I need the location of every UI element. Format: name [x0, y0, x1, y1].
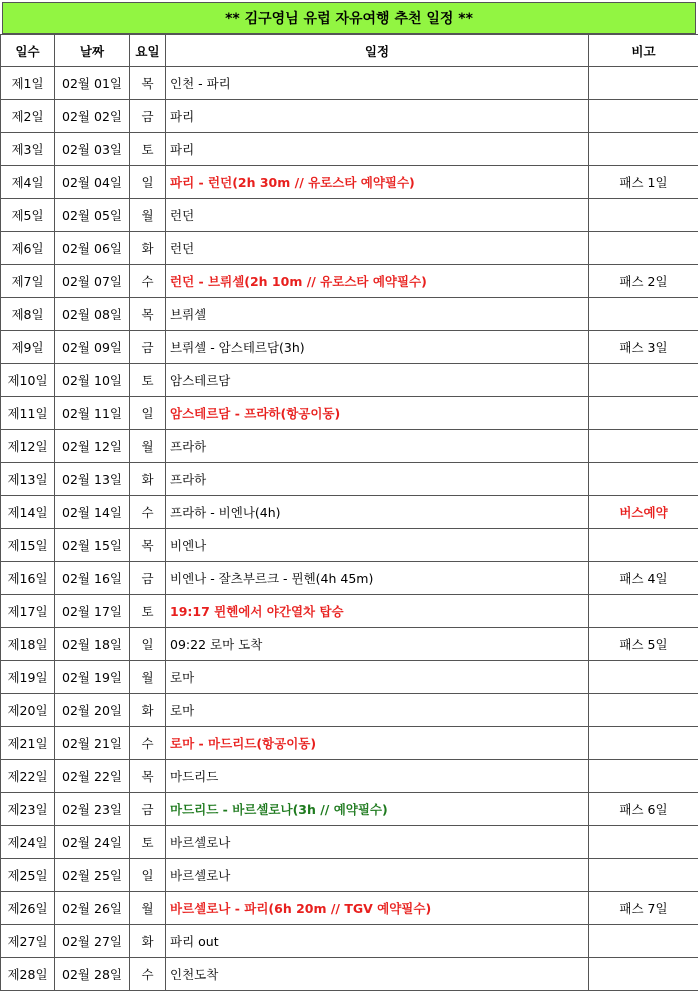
note-cell [589, 463, 698, 496]
day-cell: 제9일 [1, 331, 55, 364]
weekday-cell: 수 [130, 958, 166, 991]
weekday-cell: 수 [130, 265, 166, 298]
note-cell [589, 397, 698, 430]
schedule-cell: 프라하 [166, 463, 589, 496]
weekday-cell: 월 [130, 430, 166, 463]
table-row [1, 67, 698, 100]
weekday-cell: 월 [130, 199, 166, 232]
date-cell: 02월 28일 [55, 958, 130, 991]
schedule-cell: 비엔나 - 잘츠부르크 - 뮌헨(4h 45m) [166, 562, 589, 595]
weekday-cell: 목 [130, 298, 166, 331]
date-cell: 02월 06일 [55, 232, 130, 265]
schedule-cell: 파리 - 런던(2h 30m // 유로스타 예약필수) [166, 166, 589, 199]
note-cell [589, 826, 698, 859]
schedule-cell: 브뤼셀 [166, 298, 589, 331]
table-row [1, 232, 698, 265]
weekday-cell: 수 [130, 727, 166, 760]
weekday-cell: 목 [130, 529, 166, 562]
note-cell [589, 67, 698, 100]
date-cell: 02월 18일 [55, 628, 130, 661]
day-cell: 제13일 [1, 463, 55, 496]
schedule-cell: 런던 [166, 232, 589, 265]
header-day: 일수 [1, 35, 55, 67]
weekday-cell: 화 [130, 925, 166, 958]
schedule-cell: 파리 [166, 133, 589, 166]
table-row [1, 892, 698, 925]
weekday-cell: 화 [130, 232, 166, 265]
day-cell: 제4일 [1, 166, 55, 199]
schedule-cell: 런던 [166, 199, 589, 232]
day-cell: 제20일 [1, 694, 55, 727]
note-cell: 패스 3일 [589, 331, 698, 364]
schedule-cell: 인천도착 [166, 958, 589, 991]
note-cell [589, 859, 698, 892]
schedule-cell: 로마 [166, 694, 589, 727]
weekday-cell: 금 [130, 562, 166, 595]
date-cell: 02월 13일 [55, 463, 130, 496]
day-cell: 제7일 [1, 265, 55, 298]
date-cell: 02월 01일 [55, 67, 130, 100]
weekday-cell: 토 [130, 595, 166, 628]
schedule-cell: 프라하 [166, 430, 589, 463]
note-cell: 버스예약 [589, 496, 698, 529]
note-cell: 패스 7일 [589, 892, 698, 925]
date-cell: 02월 08일 [55, 298, 130, 331]
schedule-cell: 로마 [166, 661, 589, 694]
date-cell: 02월 03일 [55, 133, 130, 166]
schedule-cell: 파리 [166, 100, 589, 133]
note-cell: 패스 2일 [589, 265, 698, 298]
note-cell [589, 661, 698, 694]
schedule-cell: 바르셀로나 - 파리(6h 20m // TGV 예약필수) [166, 892, 589, 925]
table-row [1, 133, 698, 166]
weekday-cell: 수 [130, 496, 166, 529]
weekday-cell: 월 [130, 892, 166, 925]
day-cell: 제10일 [1, 364, 55, 397]
weekday-cell: 월 [130, 661, 166, 694]
note-cell [589, 133, 698, 166]
date-cell: 02월 17일 [55, 595, 130, 628]
table-row [1, 925, 698, 958]
weekday-cell: 금 [130, 331, 166, 364]
date-cell: 02월 20일 [55, 694, 130, 727]
table-row [1, 628, 698, 661]
day-cell: 제25일 [1, 859, 55, 892]
note-cell [589, 232, 698, 265]
note-cell: 패스 5일 [589, 628, 698, 661]
sheet-title: ** 김구영님 유럽 자유여행 추천 일정 ** [2, 2, 696, 34]
date-cell: 02월 09일 [55, 331, 130, 364]
schedule-cell: 바르셀로나 [166, 826, 589, 859]
weekday-cell: 일 [130, 859, 166, 892]
date-cell: 02월 21일 [55, 727, 130, 760]
day-cell: 제14일 [1, 496, 55, 529]
table-row [1, 826, 698, 859]
table-row [1, 100, 698, 133]
note-cell [589, 199, 698, 232]
schedule-cell: 19:17 뮌헨에서 야간열차 탑승 [166, 595, 589, 628]
note-cell [589, 364, 698, 397]
weekday-cell: 일 [130, 628, 166, 661]
day-cell: 제23일 [1, 793, 55, 826]
date-cell: 02월 26일 [55, 892, 130, 925]
note-cell [589, 694, 698, 727]
note-cell [589, 595, 698, 628]
date-cell: 02월 27일 [55, 925, 130, 958]
day-cell: 제15일 [1, 529, 55, 562]
day-cell: 제24일 [1, 826, 55, 859]
schedule-cell: 프라하 - 비엔나(4h) [166, 496, 589, 529]
note-cell [589, 529, 698, 562]
header-row [1, 35, 698, 67]
date-cell: 02월 02일 [55, 100, 130, 133]
schedule-cell: 브뤼셀 - 암스테르담(3h) [166, 331, 589, 364]
weekday-cell: 토 [130, 133, 166, 166]
note-cell [589, 760, 698, 793]
weekday-cell: 목 [130, 760, 166, 793]
schedule-cell: 마드리드 [166, 760, 589, 793]
table-row [1, 430, 698, 463]
day-cell: 제12일 [1, 430, 55, 463]
date-cell: 02월 16일 [55, 562, 130, 595]
day-cell: 제11일 [1, 397, 55, 430]
day-cell: 제26일 [1, 892, 55, 925]
table-row [1, 199, 698, 232]
schedule-cell: 파리 out [166, 925, 589, 958]
table-row [1, 397, 698, 430]
date-cell: 02월 22일 [55, 760, 130, 793]
day-cell: 제28일 [1, 958, 55, 991]
date-cell: 02월 25일 [55, 859, 130, 892]
date-cell: 02월 05일 [55, 199, 130, 232]
day-cell: 제2일 [1, 100, 55, 133]
day-cell: 제8일 [1, 298, 55, 331]
table-row [1, 727, 698, 760]
weekday-cell: 토 [130, 826, 166, 859]
table-row [1, 529, 698, 562]
note-cell [589, 298, 698, 331]
weekday-cell: 목 [130, 67, 166, 100]
date-cell: 02월 15일 [55, 529, 130, 562]
table-row [1, 496, 698, 529]
weekday-cell: 금 [130, 100, 166, 133]
date-cell: 02월 19일 [55, 661, 130, 694]
itinerary-table [0, 34, 698, 991]
table-row [1, 463, 698, 496]
date-cell: 02월 11일 [55, 397, 130, 430]
day-cell: 제16일 [1, 562, 55, 595]
day-cell: 제27일 [1, 925, 55, 958]
table-row [1, 793, 698, 826]
day-cell: 제22일 [1, 760, 55, 793]
day-cell: 제5일 [1, 199, 55, 232]
note-cell [589, 727, 698, 760]
day-cell: 제18일 [1, 628, 55, 661]
day-cell: 제1일 [1, 67, 55, 100]
date-cell: 02월 10일 [55, 364, 130, 397]
weekday-cell: 화 [130, 694, 166, 727]
table-row [1, 859, 698, 892]
date-cell: 02월 12일 [55, 430, 130, 463]
header-schedule: 일정 [166, 35, 589, 67]
note-cell [589, 100, 698, 133]
note-cell: 패스 6일 [589, 793, 698, 826]
note-cell: 패스 4일 [589, 562, 698, 595]
schedule-cell: 마드리드 - 바르셀로나(3h // 예약필수) [166, 793, 589, 826]
note-cell [589, 925, 698, 958]
schedule-cell: 인천 - 파리 [166, 67, 589, 100]
schedule-cell: 로마 - 마드리드(항공이동) [166, 727, 589, 760]
table-row [1, 265, 698, 298]
day-cell: 제17일 [1, 595, 55, 628]
table-row [1, 364, 698, 397]
day-cell: 제6일 [1, 232, 55, 265]
table-row [1, 562, 698, 595]
date-cell: 02월 23일 [55, 793, 130, 826]
schedule-cell: 암스테르담 [166, 364, 589, 397]
note-cell [589, 958, 698, 991]
table-row [1, 661, 698, 694]
header-date: 날짜 [55, 35, 130, 67]
table-row [1, 958, 698, 991]
table-row [1, 298, 698, 331]
date-cell: 02월 24일 [55, 826, 130, 859]
date-cell: 02월 04일 [55, 166, 130, 199]
weekday-cell: 일 [130, 397, 166, 430]
header-weekday: 요일 [130, 35, 166, 67]
schedule-cell: 런던 - 브뤼셀(2h 10m // 유로스타 예약필수) [166, 265, 589, 298]
weekday-cell: 금 [130, 793, 166, 826]
header-note: 비고 [589, 35, 698, 67]
schedule-cell: 암스테르담 - 프라하(항공이동) [166, 397, 589, 430]
note-cell: 패스 1일 [589, 166, 698, 199]
schedule-cell: 비엔나 [166, 529, 589, 562]
weekday-cell: 일 [130, 166, 166, 199]
table-row [1, 760, 698, 793]
weekday-cell: 화 [130, 463, 166, 496]
day-cell: 제19일 [1, 661, 55, 694]
table-row [1, 595, 698, 628]
table-row [1, 694, 698, 727]
weekday-cell: 토 [130, 364, 166, 397]
schedule-cell: 바르셀로나 [166, 859, 589, 892]
date-cell: 02월 07일 [55, 265, 130, 298]
table-row [1, 166, 698, 199]
day-cell: 제3일 [1, 133, 55, 166]
table-row [1, 331, 698, 364]
note-cell [589, 430, 698, 463]
date-cell: 02월 14일 [55, 496, 130, 529]
schedule-cell: 09:22 로마 도착 [166, 628, 589, 661]
day-cell: 제21일 [1, 727, 55, 760]
